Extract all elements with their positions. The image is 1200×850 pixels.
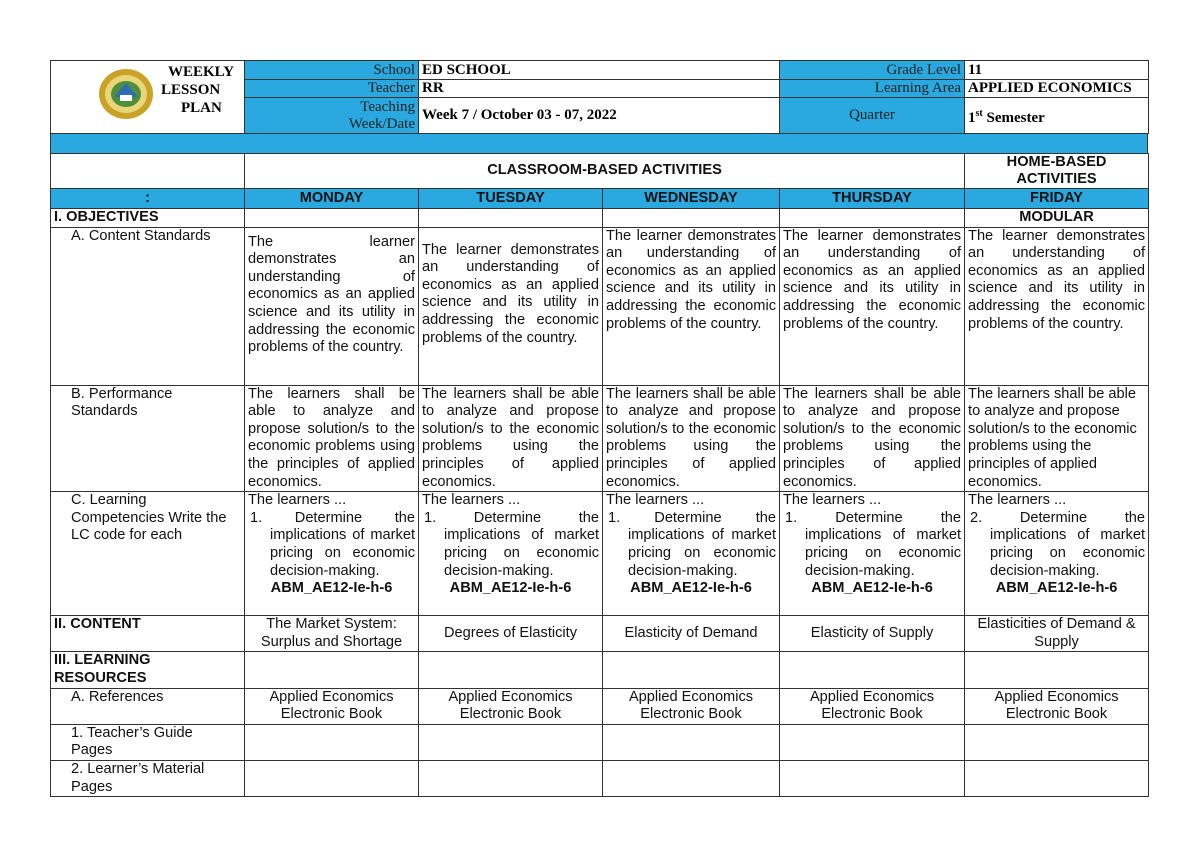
- competency-wednesday: [603, 492, 780, 616]
- references-thursday: Applied Economics Electronic Book: [780, 688, 965, 724]
- competency-friday: [965, 492, 1149, 616]
- empty-cell: [603, 209, 780, 228]
- title-cell: [51, 61, 245, 134]
- lesson-plan-page: [50, 60, 1148, 797]
- home-activities-head: HOME-BASED ACTIVITIES: [965, 154, 1149, 189]
- content-tuesday: Degrees of Elasticity: [419, 616, 603, 652]
- performance-standards-friday: The learners shall be able to analyze and propose solution/s to the economic problems using the principles of applied economics.: [965, 385, 1149, 492]
- competency-number: 1.: [250, 509, 263, 526]
- teaching-label-line-1: Teaching: [360, 98, 415, 115]
- competency-thursday: [780, 492, 965, 616]
- grade-level-value: 11: [965, 61, 1149, 80]
- quarter-label: Quarter: [780, 98, 965, 134]
- competency-item: [250, 510, 415, 580]
- quarter-superscript: st: [975, 107, 983, 119]
- modular-note: MODULAR: [965, 209, 1149, 228]
- competency-text: Determine the implications of market pricing on economic decision-making.: [805, 509, 962, 579]
- competency-number: 1.: [608, 509, 621, 526]
- competency-text: Determine the implications of market pricing on economic decision-making.: [628, 509, 776, 579]
- blank-corner: [51, 154, 245, 189]
- content-wednesday: Elasticity of Demand: [603, 616, 780, 652]
- performance-standards-tuesday: The learners shall be able to analyze and propose solution/s to the economic problems using the principles of applied economics.: [419, 385, 603, 492]
- content-standards-label: A. Content Standards: [51, 227, 245, 385]
- references-friday: Applied Economics Electronic Book: [965, 688, 1149, 724]
- references-wednesday: Applied Economics Electronic Book: [603, 688, 780, 724]
- title-line-1: WEEKLY: [168, 64, 235, 80]
- content-standards-monday: The learner demonstrates an understanding of economics as an applied science and its utility in addressing the economic problems of the country.: [245, 227, 419, 385]
- empty-cell: [419, 760, 603, 796]
- learning-competencies-label: C. Learning Competencies Write the LC code for each: [51, 492, 245, 616]
- teacher-value: RR: [419, 80, 780, 98]
- title-line-2: LESSON: [161, 82, 221, 98]
- day-thursday: THURSDAY: [780, 189, 965, 209]
- learning-area-label: Learning Area: [780, 80, 965, 98]
- day-tuesday: TUESDAY: [419, 189, 603, 209]
- empty-cell: [780, 724, 965, 760]
- empty-cell: [245, 760, 419, 796]
- school-seal-icon: [96, 67, 156, 121]
- competency-number: 1.: [785, 509, 798, 526]
- grade-level-label: Grade Level: [780, 61, 965, 80]
- teacher-label: Teacher: [245, 80, 419, 98]
- competency-intro: The learners ...: [248, 492, 347, 509]
- teaching-week-label: [245, 98, 419, 134]
- lesson-table: [50, 153, 1149, 797]
- competency-intro: The learners ...: [606, 492, 705, 509]
- competency-intro: The learners ...: [422, 492, 521, 509]
- quarter-value: [965, 98, 1149, 134]
- content-friday: Elasticities of Demand & Supply: [965, 616, 1149, 652]
- teachers-guide-label: 1. Teacher’s Guide Pages: [51, 724, 245, 760]
- empty-cell: [603, 652, 780, 688]
- competency-intro: The learners ...: [968, 492, 1067, 509]
- lc-code: ABM_AE12-Ie-h-6: [270, 580, 393, 597]
- empty-cell: [419, 652, 603, 688]
- content-standards-thursday: The learner demonstrates an understanding of economics as an applied science and its utility in addressing the economic problems of the country.: [780, 227, 965, 385]
- performance-standards-label: B. Performance Standards: [51, 385, 245, 492]
- empty-cell: [965, 652, 1149, 688]
- learning-resources-label: III. LEARNING RESOURCES: [51, 652, 245, 688]
- classroom-activities-head: CLASSROOM-BASED ACTIVITIES: [245, 154, 965, 189]
- content-label: II. CONTENT: [51, 616, 245, 652]
- header-table: [50, 60, 1149, 134]
- teaching-label-line-2: Week/Date: [348, 115, 415, 132]
- content-standards-wednesday: The learner demonstrates an understanding of economics as an applied science and its utility in addressing the economic problems of the country.: [603, 227, 780, 385]
- competency-item: [970, 510, 1145, 580]
- quarter-semester: Semester: [986, 109, 1045, 126]
- empty-cell: [965, 760, 1149, 796]
- references-monday: Applied Economics Electronic Book: [245, 688, 419, 724]
- competency-monday: [245, 492, 419, 616]
- empty-cell: [965, 724, 1149, 760]
- lc-code: ABM_AE12-Ie-h-6: [811, 580, 933, 597]
- references-tuesday: Applied Economics Electronic Book: [419, 688, 603, 724]
- teaching-week-value: Week 7 / October 03 - 07, 2022: [419, 98, 780, 134]
- performance-standards-monday: The learners shall be able to analyze and propose solution/s to the economic problems using the principles of applied economics.: [245, 385, 419, 492]
- empty-cell: [780, 760, 965, 796]
- empty-cell: [245, 209, 419, 228]
- empty-cell: [780, 652, 965, 688]
- content-monday: The Market System: Surplus and Shortage: [245, 616, 419, 652]
- competency-text: Determine the implications of market pricing on economic decision-making.: [990, 509, 1146, 579]
- objectives-label: I. OBJECTIVES: [51, 209, 245, 228]
- competency-number: 1.: [424, 509, 437, 526]
- competency-intro: The learners ...: [783, 492, 882, 509]
- empty-cell: [245, 652, 419, 688]
- empty-cell: [603, 724, 780, 760]
- day-monday: MONDAY: [245, 189, 419, 209]
- empty-cell: [780, 209, 965, 228]
- header-divider-band: [50, 134, 1148, 153]
- content-thursday: Elasticity of Supply: [780, 616, 965, 652]
- competency-text: Determine the implications of market pricing on economic decision-making.: [270, 509, 415, 579]
- empty-cell: [245, 724, 419, 760]
- empty-cell: [419, 209, 603, 228]
- learning-area-value: APPLIED ECONOMICS: [965, 80, 1149, 98]
- lc-code: ABM_AE12-Ie-h-6: [449, 580, 572, 597]
- school-label: School: [245, 61, 419, 80]
- competency-item: [608, 510, 776, 580]
- competency-item: [785, 510, 961, 580]
- day-friday: FRIDAY: [965, 189, 1149, 209]
- competency-tuesday: [419, 492, 603, 616]
- empty-cell: [603, 760, 780, 796]
- performance-standards-thursday: The learners shall be able to analyze and propose solution/s to the economic problems using the principles of applied economics.: [780, 385, 965, 492]
- lc-code: ABM_AE12-Ie-h-6: [995, 580, 1118, 597]
- lc-code: ABM_AE12-Ie-h-6: [630, 580, 752, 597]
- quarter-number: 1: [968, 109, 976, 126]
- title-line-3: PLAN: [181, 100, 222, 116]
- references-label: A. References: [51, 688, 245, 724]
- competency-text: Determine the implications of market pricing on economic decision-making.: [444, 509, 599, 579]
- empty-cell: [419, 724, 603, 760]
- day-colon-cell: :: [51, 189, 245, 209]
- content-standards-tuesday: The learner demonstrates an understanding of economics as an applied science and its utility in addressing the economic problems of the country.: [419, 227, 603, 385]
- weekly-lesson-plan-title: [161, 63, 234, 117]
- competency-number: 2.: [970, 509, 983, 526]
- school-value: ED SCHOOL: [419, 61, 780, 80]
- performance-standards-wednesday: The learners shall be able to analyze and propose solution/s to the economic problems using the principles of applied economics.: [603, 385, 780, 492]
- learners-material-label: 2. Learner’s Material Pages: [51, 760, 245, 796]
- day-wednesday: WEDNESDAY: [603, 189, 780, 209]
- competency-item: [424, 510, 599, 580]
- content-standards-friday: The learner demonstrates an understanding of economics as an applied science and its utility in addressing the economic problems of the country.: [965, 227, 1149, 385]
